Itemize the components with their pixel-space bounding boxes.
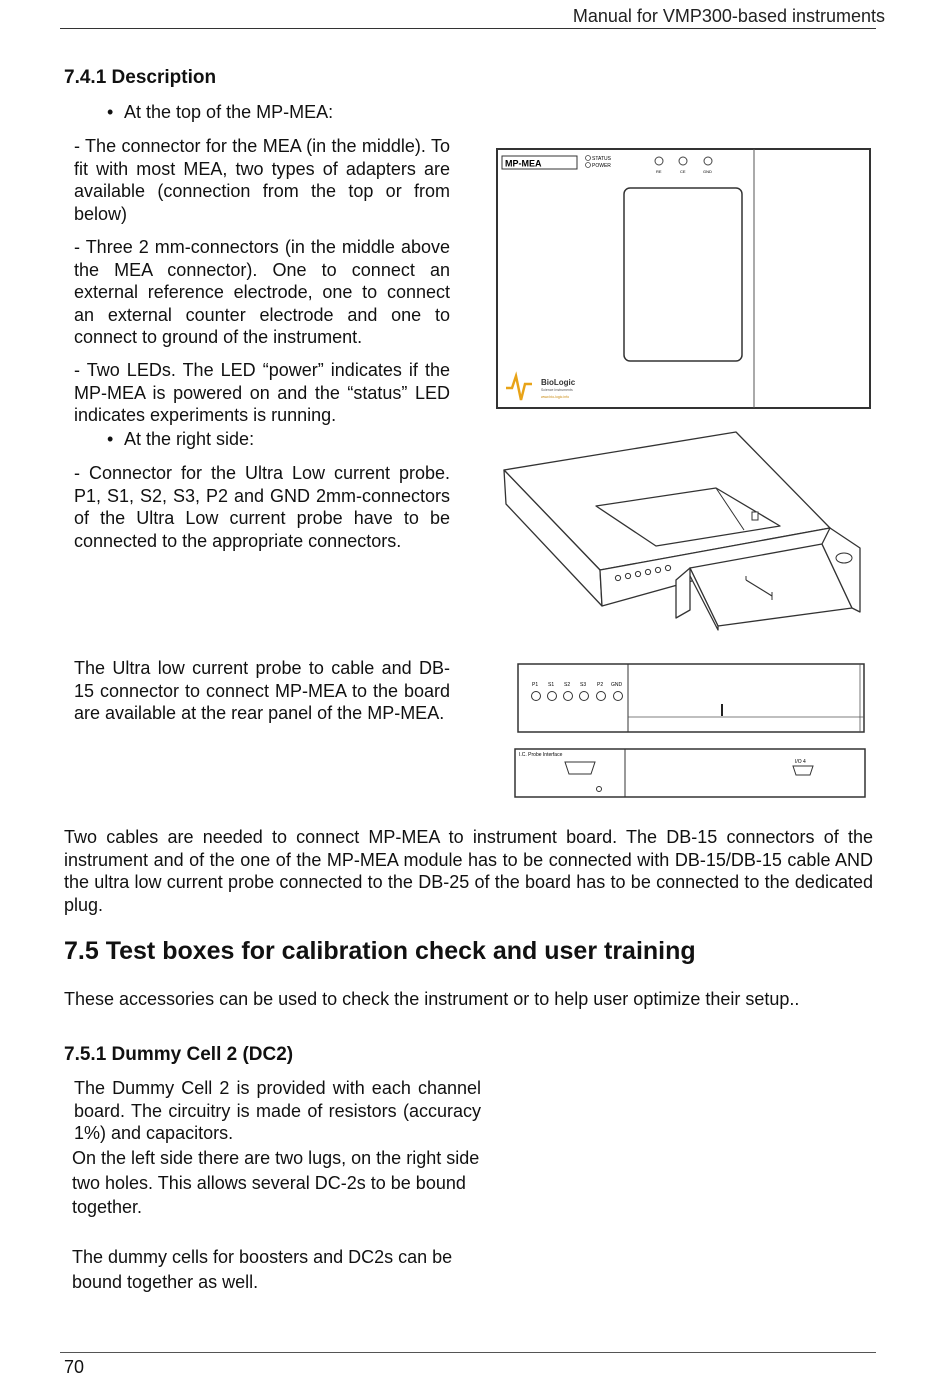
para-dc2-3: The dummy cells for boosters and DC2s can be bound together as well. [72,1247,453,1292]
jack-p2: P2 [597,682,604,688]
bullet-right: • At the right side: [124,429,254,450]
side-panel-figure [516,662,868,737]
rear-right-label: I/O 4 [795,759,806,765]
logo-url: www.bio-logic.info [541,395,570,399]
jack-p1: P1 [532,682,539,688]
status-led-label: STATUS [592,156,611,162]
heading-7-5-1: 7.5.1 Dummy Cell 2 (DC2) [64,1044,294,1065]
logo-sub: Science Instruments [541,388,573,392]
para-75-intro: These accessories can be used to check the instrument or to help user optimize their setup.. [64,989,800,1009]
jack-s3: S3 [580,682,587,688]
jack-s1: S1 [548,682,555,688]
jack-label-gnd: GND [703,169,712,174]
para-dc2-2: On the left side there are two lugs, on the right side two holes. This allows several DC-2s to be bound together. [72,1148,480,1217]
isometric-figure [500,430,870,635]
header-rule [60,28,876,29]
rear-panel-figure [513,746,869,800]
logo-name: BioLogic [541,378,576,387]
para-cables: Two cables are needed to connect MP-MEA to instrument board. The DB-15 connectors of the instrument and of the one of the MP-MEA module has to be connected with DB-15/DB-15 cable AND the ultra low current probe connected to the DB-25 of the board has to be connected to the dedicated plug. [64,827,873,915]
footer-rule [60,1352,876,1353]
front-panel-figure [496,148,872,410]
jack-label-ce: CE [680,169,686,174]
page-number: 70 [64,1357,85,1377]
para-three-connectors: - Three 2 mm-connectors (in the middle above the MEA connector). One to connect an external reference electrode, one to connect an external counter electrode and one to connect to ground of the instrument. [74,237,450,348]
jack-gnd: GND [611,682,623,688]
heading-7-5: 7.5 Test boxes for calibration check and user training [64,937,696,965]
running-header: Manual for VMP300-based instruments [572,6,885,26]
para-rear-panel: The Ultra low current probe to cable and DB-15 connector to connect MP-MEA to the board are available at the rear panel of the MP-MEA. [74,658,450,724]
para-connector: - The connector for the MEA (in the middle). To fit with most MEA, two types of adapters are available (connection from the top or from below) [74,136,450,224]
rear-left-label: I.C. Probe Interface [519,752,563,758]
para-dc2-1: The Dummy Cell 2 is provided with each channel board. The circuitry is made of resistors (accuracy 1%) and capacitors. [74,1078,481,1144]
front-panel-label: MP-MEA [505,158,542,169]
para-leds: - Two LEDs. The LED “power” indicates if the MP-MEA is powered on and the “status” LED indicates experiments is running. [74,360,450,426]
jack-label-re: RE [656,169,662,174]
jack-s2: S2 [564,682,571,688]
bullet-top: • At the top of the MP-MEA: [124,102,333,123]
power-led-label: POWER [592,163,611,169]
mea-connector [624,188,742,361]
heading-7-4-1: 7.4.1 Description [64,67,217,88]
para-probe: - Connector for the Ultra Low current probe. P1, S1, S2, S3, P2 and GND 2mm-connectors of the Ultra Low current probe have to be connected to the appropriate connectors. [74,463,450,551]
